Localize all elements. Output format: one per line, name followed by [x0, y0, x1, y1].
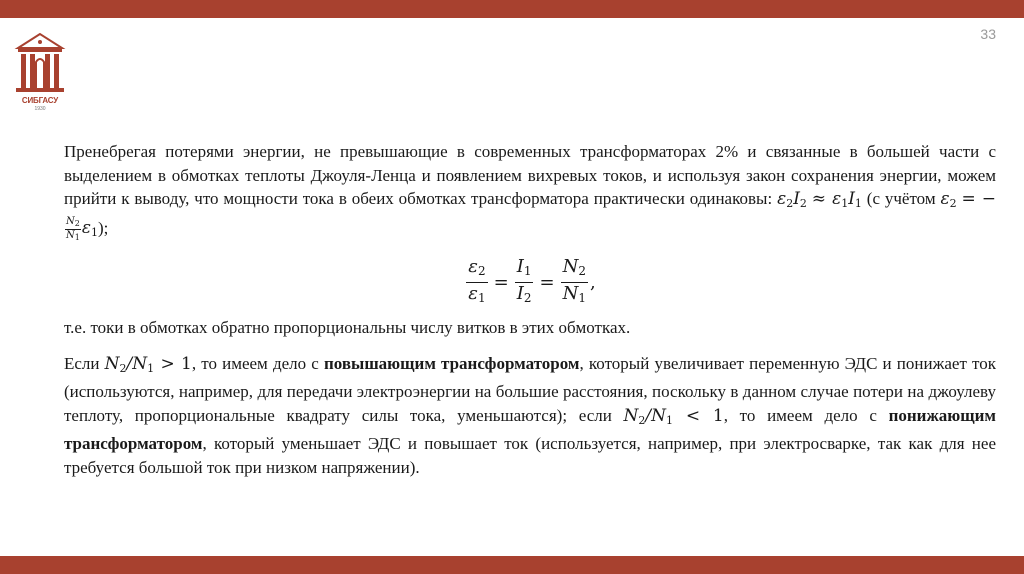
emf-relation-formula: $\varepsilon_2$ — [940, 189, 957, 210]
power-equality-formula: $\varepsilon_2I_2$ — [777, 189, 807, 210]
paragraph-energy-text: Пренебрегая потерями энергии, не превышающие в современных трансформаторах 2% и связанные в большей части с выделением в обмотках теплоты Джоуля-Ленца и появлением вихревых токов, и используя закон сохранения энергии, можем прийти к выводу, что мощности тока в обеих обмотках трансформатора практически одинаковы: — [64, 142, 996, 208]
page-number: 33 — [980, 26, 996, 42]
ratio-formula: $\frac{\varepsilon_2}{\varepsilon_1}$ = $\frac{I_1}{I_2}$ = $\frac{N_2}{N_1}$ , — [468, 255, 596, 305]
logo-text: СИБГАСУ — [21, 96, 59, 105]
top-bar — [0, 0, 1024, 18]
step-down-condition: $N_2/N_1$ — [623, 405, 673, 427]
slide-content — [64, 140, 996, 479]
note-prefix: (с учётом — [866, 189, 936, 208]
paragraph-energy: Пренебрегая потерями энергии, не превышающие в современных трансформаторах 2% и связанные в большей части с выделением в обмотках теплоты Джоуля-Ленца и появлением вихревых токов, и используя закон сохранения энергии, можем прийти к выводу, что мощности тока в обеих обмотках трансформатора практически одинаковы: $\varepsilon_2I_2 \approx \varepsilon_1I_1$ (с учётом $\varepsilon_2$ = − $\frac{N_2}{N_1}$ $\varepsilon_1$); — [64, 142, 996, 242]
note-suffix: ); — [97, 217, 109, 237]
step-up-condition: $N_2/N_1$ — [104, 353, 155, 375]
paragraph-currents: т.е. токи в обмотках обратно пропорциональны числу витков в этих обмотках. — [64, 318, 631, 338]
paragraph-transformer-types: Если $N_2/N_1 > 1$, то имеем дело с повышающим трансформатором, который увеличивает переменную ЭДС и понижает ток (используются, например, для передачи электроэнергии на большие расстояния, поскольку в данном случае потери на джоулеву теплоту, пропорциональные квадрату силы тока, уменьшаются); если $N_2/N_1 < 1$, то имеем дело с понижающим трансформатором, который уменьшает ЭДС и повышает ток (используется, например, при электросварке, так как для нее требуется большой ток при низком напряжении). — [64, 353, 996, 477]
step-down-transformer-term: понижающим трансформатором — [64, 405, 996, 454]
logo-year: 1930 — [34, 106, 46, 112]
bottom-bar — [0, 556, 1024, 574]
step-up-transformer-term: повышающим трансформатором — [324, 353, 580, 373]
